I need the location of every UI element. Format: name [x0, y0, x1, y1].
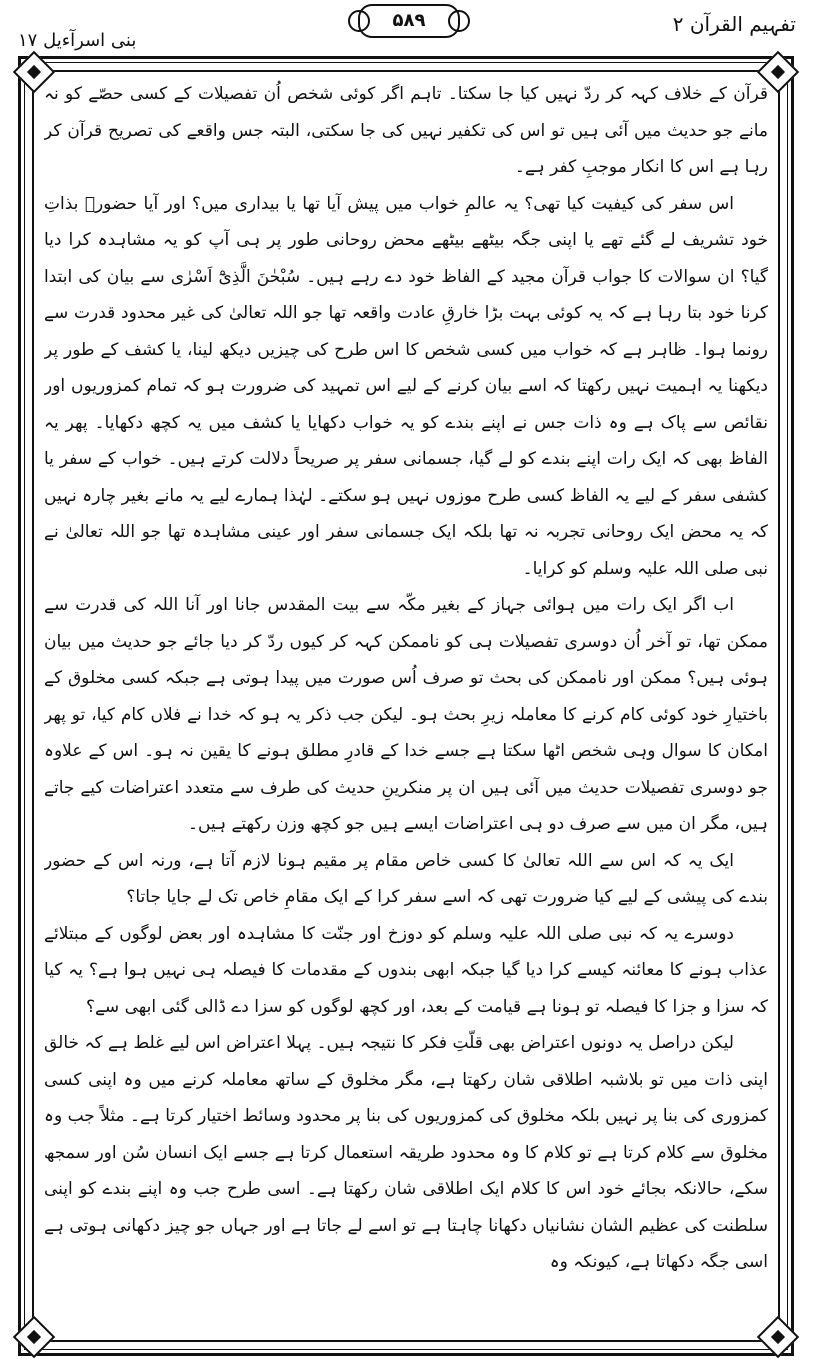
paragraph: لیکن دراصل یہ دونوں اعتراض بھی قلّتِ فکر کا نتیجہ ہیں۔ پہلا اعتراض اس لیے غلط ہے کہ خالق اپنی ذات میں تو بلاشبہ اطلاقی شان رکھتا ہے، مگر مخلوق کے ساتھ معاملہ کرنے میں وہ اپنی کسی کمزوری کی بنا پر نہیں بلکہ مخلوق کی کمزوریوں کی بنا پر محدود وسائط اختیار کرتا ہے۔ مثلاً جب وہ مخلوق سے کلام کرتا ہے تو کلام کا وہ محدود طریقہ استعمال کرتا ہے جسے ایک انسان سُن اور سمجھ سکے، حالانکہ بجائے خود اس کا کلام ایک اطلاقی شان رکھتا ہے۔ اسی طرح جب وہ اپنے بندے کو اپنی سلطنت کی عظیم الشان نشانیاں دکھانا چاہتا ہے تو اسے لے جاتا ہے اور جہاں جو چیز دکھانی ہوتی ہے اسی جگہ دکھاتا ہے، کیونکہ وہ: [44, 1033, 768, 1272]
book-title: تفہیم القرآن ۲: [672, 12, 796, 36]
surah-label: بنی اسرآءیل ۱۷: [18, 30, 137, 51]
paragraph: دوسرے یہ کہ نبی صلی اللہ علیہ وسلم کو دوزخ اور جنّت کا مشاہدہ اور بعض لوگوں کے مبتلائے عذاب ہونے کا معائنہ کیسے کرا دیا گیا جبکہ ابھی بندوں کے مقدمات کا فیصلہ ہی نہیں ہوا ہے؟ یہ کیا کہ سزا و جزا کا فیصلہ تو ہونا ہے قیامت کے بعد، اور کچھ لوگوں کو سزا دے ڈالی گئی ابھی سے؟: [44, 923, 768, 1017]
paragraph: اب اگر ایک رات میں ہوائی جہاز کے بغیر مکّہ سے بیت المقدس جانا اور آنا اللہ کی قدرت سے ممکن تھا، تو آخر اُن دوسری تفصیلات ہی کو ناممکن کہہ کر کیوں ردّ کر دیا جائے جو حدیث میں بیان ہوئی ہیں؟ ممکن اور ناممکن کی بحث تو صرف اُس صورت میں پیدا ہوتی ہے جبکہ کسی مخلوق کے باختیارِ خود کوئی کام کرنے کا معاملہ زیرِ بحث ہو۔ لیکن جب ذکر یہ ہو کہ خدا نے فلاں کام کیا، تو پھر امکان کا سوال وہی شخص اٹھا سکتا ہے جسے خدا کے قادرِ مطلق ہونے کا یقین نہ ہو۔ اس کے علاوہ جو دوسری تفصیلات حدیث میں آئی ہیں ان پر منکرینِ حدیث کی طرف سے متعدد اعتراضات کیے جاتے ہیں، مگر ان میں سے صرف دو ہی اعتراضات ایسے ہیں جو کچھ وزن رکھتے ہیں۔: [44, 595, 768, 834]
paragraph: اس سفر کی کیفیت کیا تھی؟ یہ عالمِ خواب میں پیش آیا تھا یا بیداری میں؟ اور آیا حضورؐ بذاتِ خود تشریف لے گئے تھے یا اپنی جگہ بیٹھے بیٹھے محض روحانی طور پر ہی آپ کو یہ مشاہدہ کرا دیا گیا؟ ان سوالات کا جواب قرآن مجید کے الفاظ خود دے رہے ہیں۔ سُبْحٰنَ الَّذِیْٓ اَسْرٰی سے بیان کی ابتدا کرنا خود بتا رہا ہے کہ یہ کوئی بہت بڑا خارقِ عادت واقعہ تھا جو اللہ تعالیٰ کی غیر محدود قدرت سے رونما ہوا۔ ظاہر ہے کہ خواب میں کسی شخص کا اس طرح کی چیزیں دیکھ لینا، یا کشف کے طور پر دیکھنا یہ اہمیت نہیں رکھتا کہ اسے بیان کرنے کے لیے اس تمہید کی ضرورت ہو کہ تمام کمزوریوں اور نقائص سے پاک ہے وہ ذات جس نے اپنے بندے کو یہ خواب دکھایا یا کشف میں یہ کچھ دکھایا۔ پھر یہ الفاظ بھی کہ ایک رات اپنے بندے کو لے گیا، جسمانی سفر پر صریحاً دلالت کرتے ہیں۔ خواب کے سفر یا کشفی سفر کے لیے یہ الفاظ کسی طرح موزوں نہیں ہو سکتے۔ لہٰذا ہمارے لیے یہ مانے بغیر چارہ نہیں کہ یہ محض ایک روحانی تجربہ نہ تھا بلکہ ایک جسمانی سفر اور عینی مشاہدہ تھا جو اللہ تعالیٰ نے نبی صلی اللہ علیہ وسلم کو کرایا۔: [44, 193, 768, 579]
page-header: [0, 0, 816, 56]
page-number: ۵۸۹: [392, 10, 426, 31]
paragraph: قرآن کے خلاف کہہ کر ردّ نہیں کیا جا سکتا۔ تاہم اگر کوئی شخص اُن تفصیلات کے کسی حصّے کو نہ مانے جو حدیث میں آئی ہیں تو اس کی تکفیر نہیں کی جا سکتی، البتہ جس واقعے کی تصریح قرآن کر رہا ہے اس کا انکار موجبِ کفر ہے۔: [44, 84, 768, 177]
paragraph: ایک یہ کہ اس سے اللہ تعالیٰ کا کسی خاص مقام پر مقیم ہونا لازم آتا ہے، ورنہ اس کے حضور بندے کی پیشی کے لیے کیا ضرورت تھی کہ اسے سفر کرا کے ایک مقامِ خاص تک لے جایا جاتا؟: [44, 850, 768, 907]
page-body: [44, 76, 768, 1340]
page-number-cartouche: [358, 4, 460, 38]
